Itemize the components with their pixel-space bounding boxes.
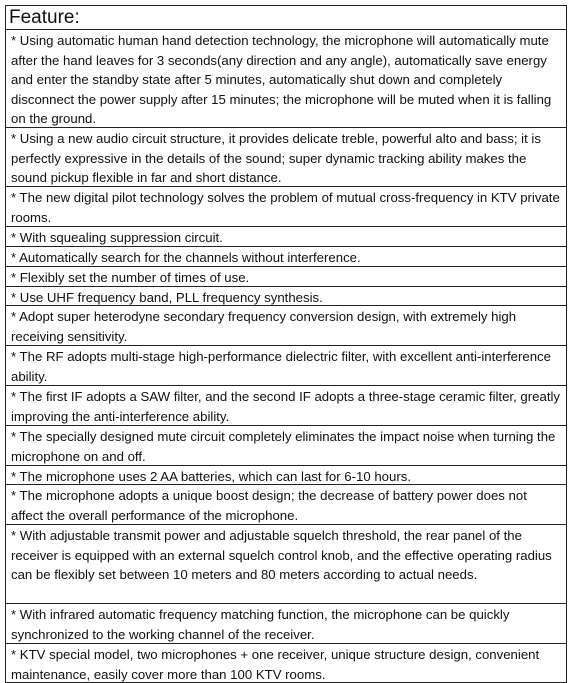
feature-row: * With squealing suppression circuit. <box>6 227 566 247</box>
feature-row: * With infrared automatic frequency matching function, the microphone can be quickly synchronized to the working channel of the receiver. <box>6 604 566 644</box>
feature-row: * Automatically search for the channels without interference. <box>6 247 566 267</box>
feature-row: * Using a new audio circuit structure, it provides delicate treble, powerful alto and bass; it is perfectly expressive in the details of the sound; super dynamic tracking ability makes the sound pickup flexible in far and short distance. <box>6 128 566 187</box>
feature-row: * Using automatic human hand detection technology, the microphone will automatically mute after the hand leaves for 3 seconds(any direction and any angle), automatically save energy and enter the standby state after 5 minutes, automatically shut down and completely disconnect the power supply after 15 minutes; the microphone will be muted when it is falling on the ground. <box>6 30 566 128</box>
feature-row: * Use UHF frequency band, PLL frequency synthesis. <box>6 287 566 306</box>
feature-row: * The specially designed mute circuit completely eliminates the impact noise when turning the microphone on and off. <box>6 426 566 466</box>
feature-table <box>5 5 567 683</box>
feature-row: * KTV special model, two microphones + one receiver, unique structure design, convenient maintenance, easily cover more than 100 KTV rooms. <box>11 647 540 682</box>
feature-row: * The first IF adopts a SAW filter, and the second IF adopts a three-stage ceramic filter, greatly improving the anti-interference ability. <box>6 386 566 426</box>
feature-row: * With adjustable transmit power and adjustable squelch threshold, the rear panel of the receiver is equipped with an external squelch control knob, and the effective operating radius can be flexibly set between 10 meters and 80 meters according to actual needs. <box>6 525 566 604</box>
feature-row: * The microphone adopts a unique boost design; the decrease of battery power does not affect the overall performance of the microphone. <box>6 485 566 525</box>
feature-row: * The RF adopts multi-stage high-performance dielectric filter, with excellent anti-interference ability. <box>6 346 566 386</box>
feature-row: * Flexibly set the number of times of use. <box>6 267 566 287</box>
feature-header: Feature: <box>6 6 566 30</box>
feature-row: * The microphone uses 2 AA batteries, which can last for 6-10 hours. <box>6 466 566 485</box>
feature-row: * The new digital pilot technology solves the problem of mutual cross-frequency in KTV private rooms. <box>6 187 566 227</box>
feature-row: * Adopt super heterodyne secondary frequency conversion design, with extremely high receiving sensitivity. <box>6 306 566 346</box>
